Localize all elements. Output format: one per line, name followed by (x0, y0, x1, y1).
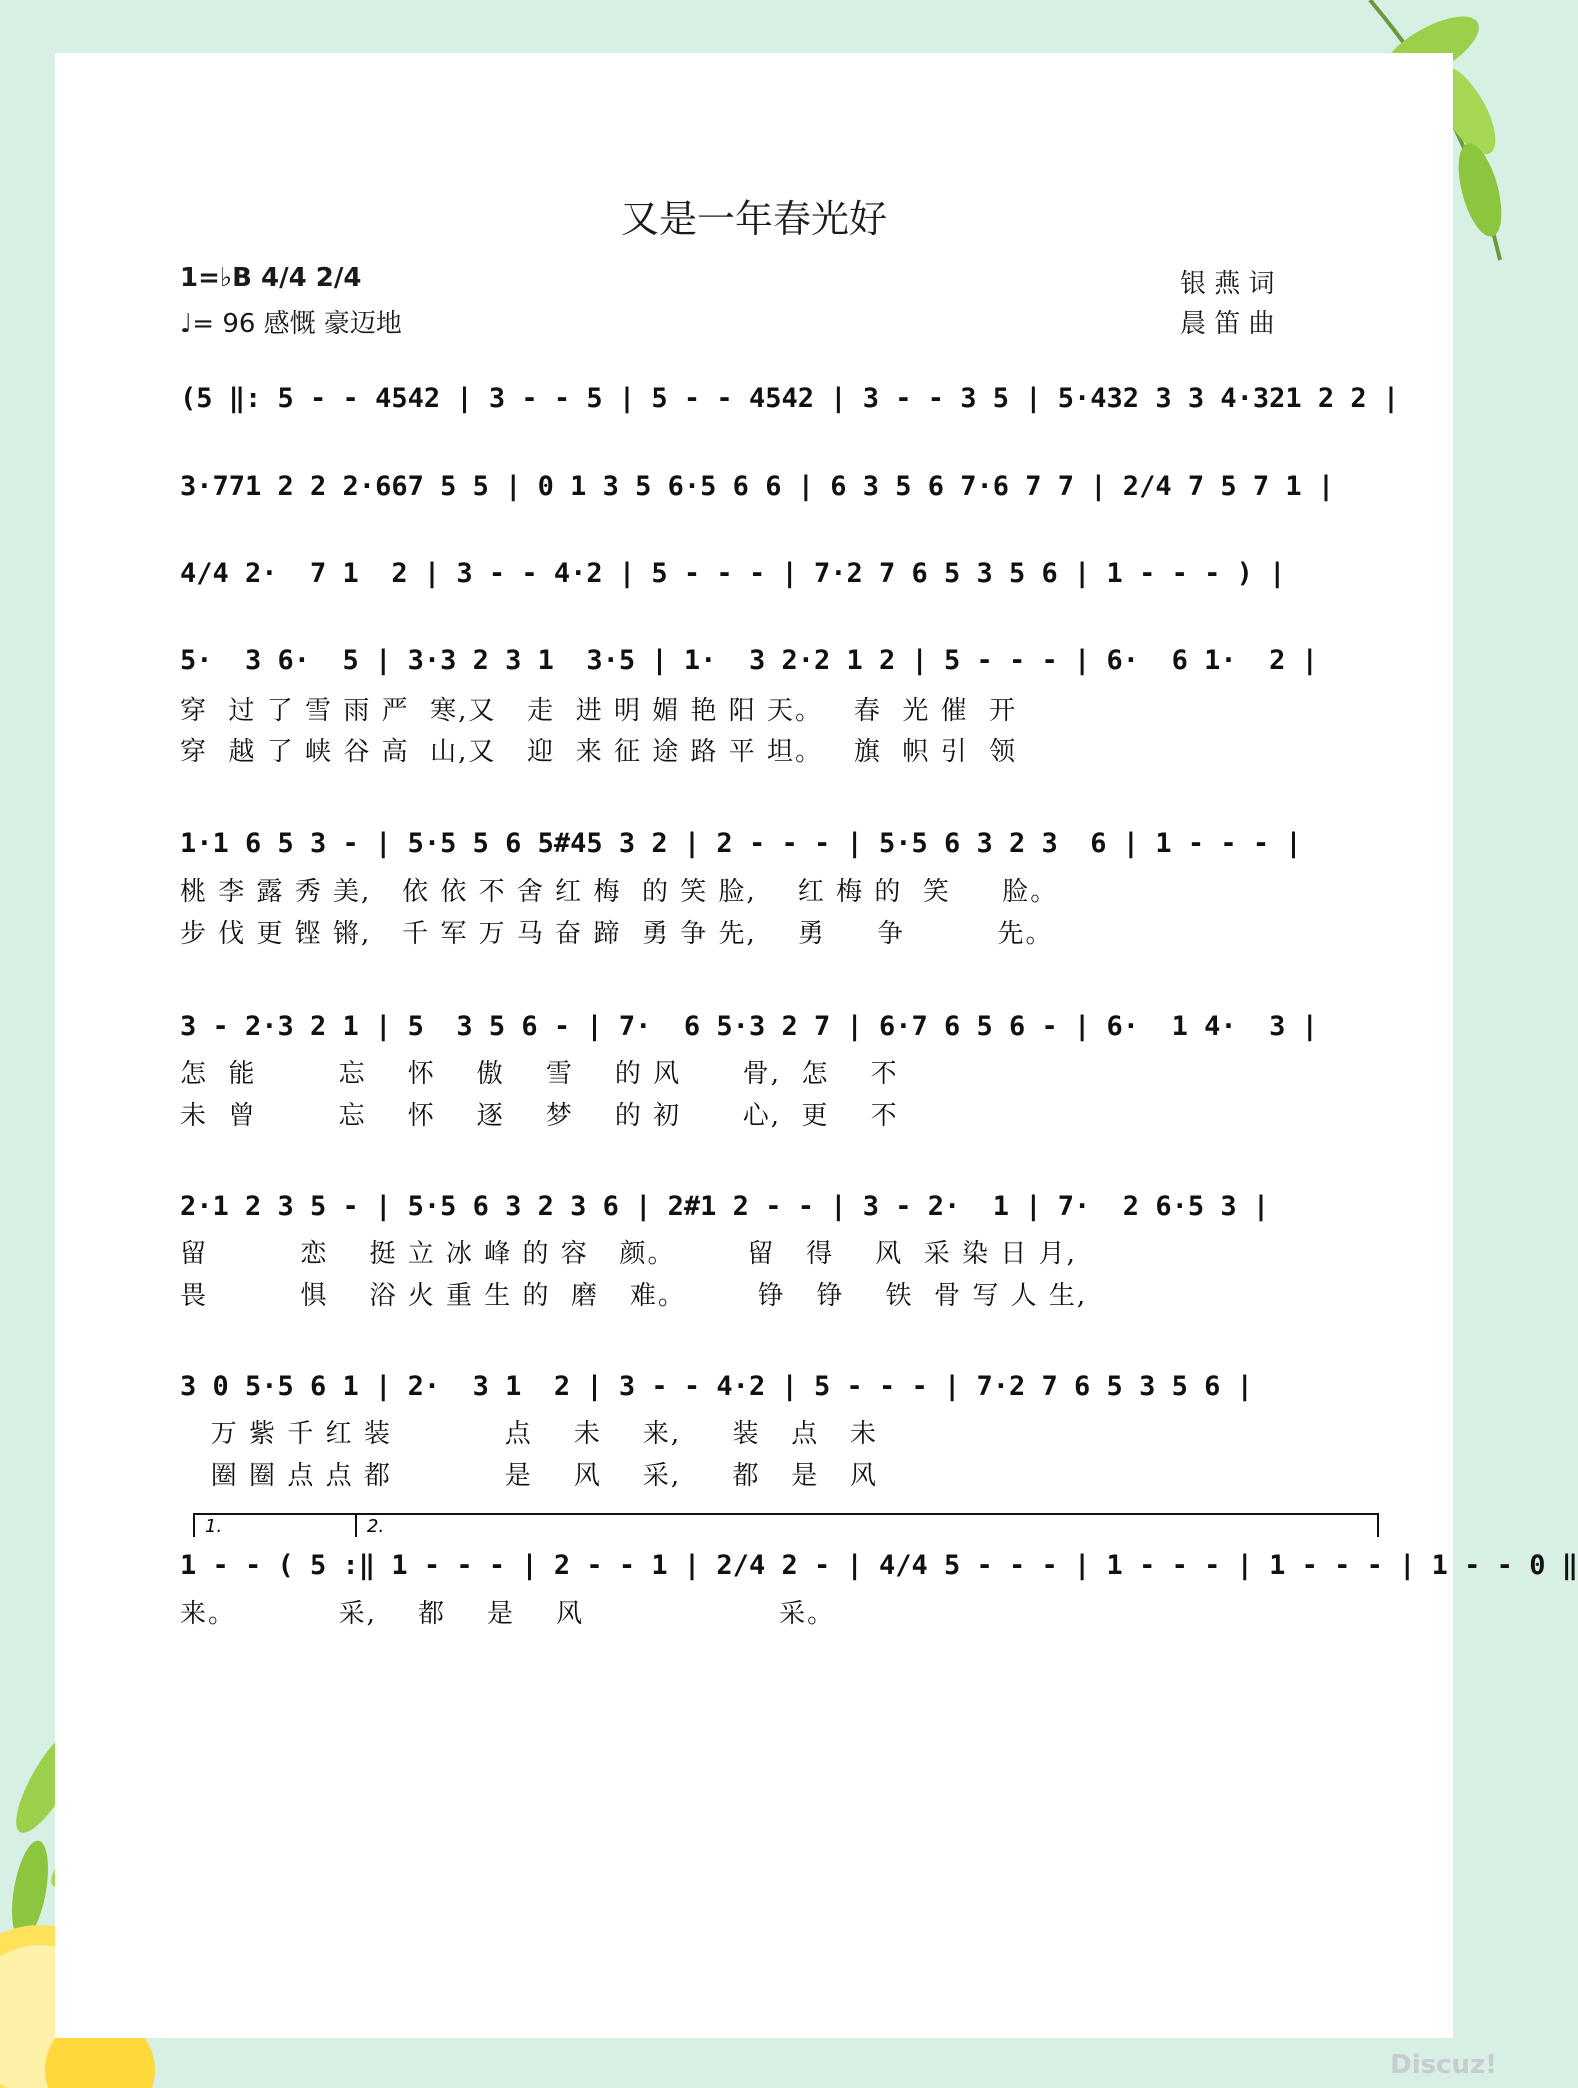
lyric-row-7-verse-1: 留 恋 挺 立 冰 峰 的 容 颜。 留 得 风 采 染 日 月, (180, 1239, 1077, 1269)
notation-row-6: 3 - 2·3 2 1 | 5 3 5 6 - | 7· 6 5·3 2 7 | 6·7 6 5 6 - | 6· 1 4· 3 | (180, 1011, 1318, 1042)
lyric-row-8-verse-1: 万 紫 千 红 装 点 未 来, 装 点 未 (180, 1419, 879, 1449)
lyric-row-6-verse-1: 怎 能 忘 怀 傲 雪 的 风 骨, 怎 不 (180, 1059, 899, 1089)
first-ending-bracket (193, 1513, 355, 1537)
notation-row-2: 3·771 2 2 2·667 5 5 | 0 1 3 5 6·5 6 6 | 6 3 5 6 7·6 7 7 | 2/4 7 5 7 1 | (180, 471, 1335, 502)
lyric-row-8-verse-2: 圈 圈 点 点 都 是 风 采, 都 是 风 (180, 1461, 879, 1491)
tempo-marking: ♩= 96 感慨 豪迈地 (180, 309, 402, 339)
notation-row-4: 5· 3 6· 5 | 3·3 2 3 1 3·5 | 1· 3 2·2 1 2 | 5 - - - | 6· 6 1· 2 | (180, 645, 1318, 676)
lyric-row-6-verse-2: 未 曾 忘 怀 逐 梦 的 初 心, 更 不 (180, 1101, 899, 1131)
notation-row-3: 4/4 2· 7 1 2 | 3 - - 4·2 | 5 - - - | 7·2 7 6 5 3 5 6 | 1 - - - ) | (180, 558, 1286, 589)
second-ending-bracket (355, 1513, 1379, 1537)
composer-credit: 晨 笛 曲 (1180, 309, 1275, 339)
song-title: 又是一年春光好 (620, 197, 887, 241)
key-signature: 1=♭B 4/4 2/4 (180, 263, 362, 293)
notation-row-9: 1 - - ( 5 :‖ 1 - - - | 2 - - 1 | 2/4 2 - | 4/4 5 - - - | 1 - - - | 1 - - - | 1 - - 0 ‖ (180, 1550, 1578, 1581)
notation-row-1: (5 ‖: 5 - - 4542 | 3 - - 5 | 5 - - 4542 | 3 - - 3 5 | 5·432 3 3 4·321 2 2 | (180, 383, 1400, 414)
lyric-row-4-verse-1: 穿 过 了 雪 雨 严 寒,又 走 进 明 媚 艳 阳 天。 春 光 催 开 (180, 696, 1018, 726)
lyricist-credit: 银 燕 词 (1180, 269, 1275, 299)
lyric-row-5-verse-2: 步 伐 更 铿 锵, 千 军 万 马 奋 蹄 勇 争 先, 勇 争 先。 (180, 919, 1054, 949)
lyric-row-5-verse-1: 桃 李 露 秀 美, 依 依 不 舍 红 梅 的 笑 脸, 红 梅 的 笑 脸。 (180, 877, 1059, 907)
watermark-logo: Discuz! (1390, 2050, 1497, 2080)
notation-row-7: 2·1 2 3 5 - | 5·5 6 3 2 3 6 | 2#1 2 - - | 3 - 2· 1 | 7· 2 6·5 3 | (180, 1191, 1270, 1222)
first-ending-label: 1. (205, 1516, 223, 1537)
lyric-row-9-verse-1: 来。 采, 都 是 风 采。 (180, 1599, 836, 1629)
notation-row-8: 3 0 5·5 6 1 | 2· 3 1 2 | 3 - - 4·2 | 5 - - - | 7·2 7 6 5 3 5 6 | (180, 1371, 1253, 1402)
second-ending-label: 2. (367, 1516, 385, 1537)
lyric-row-7-verse-2: 畏 惧 浴 火 重 生 的 磨 难。 铮 铮 铁 骨 写 人 生, (180, 1281, 1088, 1311)
lyric-row-4-verse-2: 穿 越 了 峡 谷 高 山,又 迎 来 征 途 路 平 坦。 旗 帜 引 领 (180, 737, 1018, 767)
sheet-music-page (55, 53, 1578, 2038)
notation-row-5: 1·1 6 5 3 - | 5·5 5 6 5#45 3 2 | 2 - - - | 5·5 6 3 2 3 6 | 1 - - - | (180, 828, 1302, 859)
